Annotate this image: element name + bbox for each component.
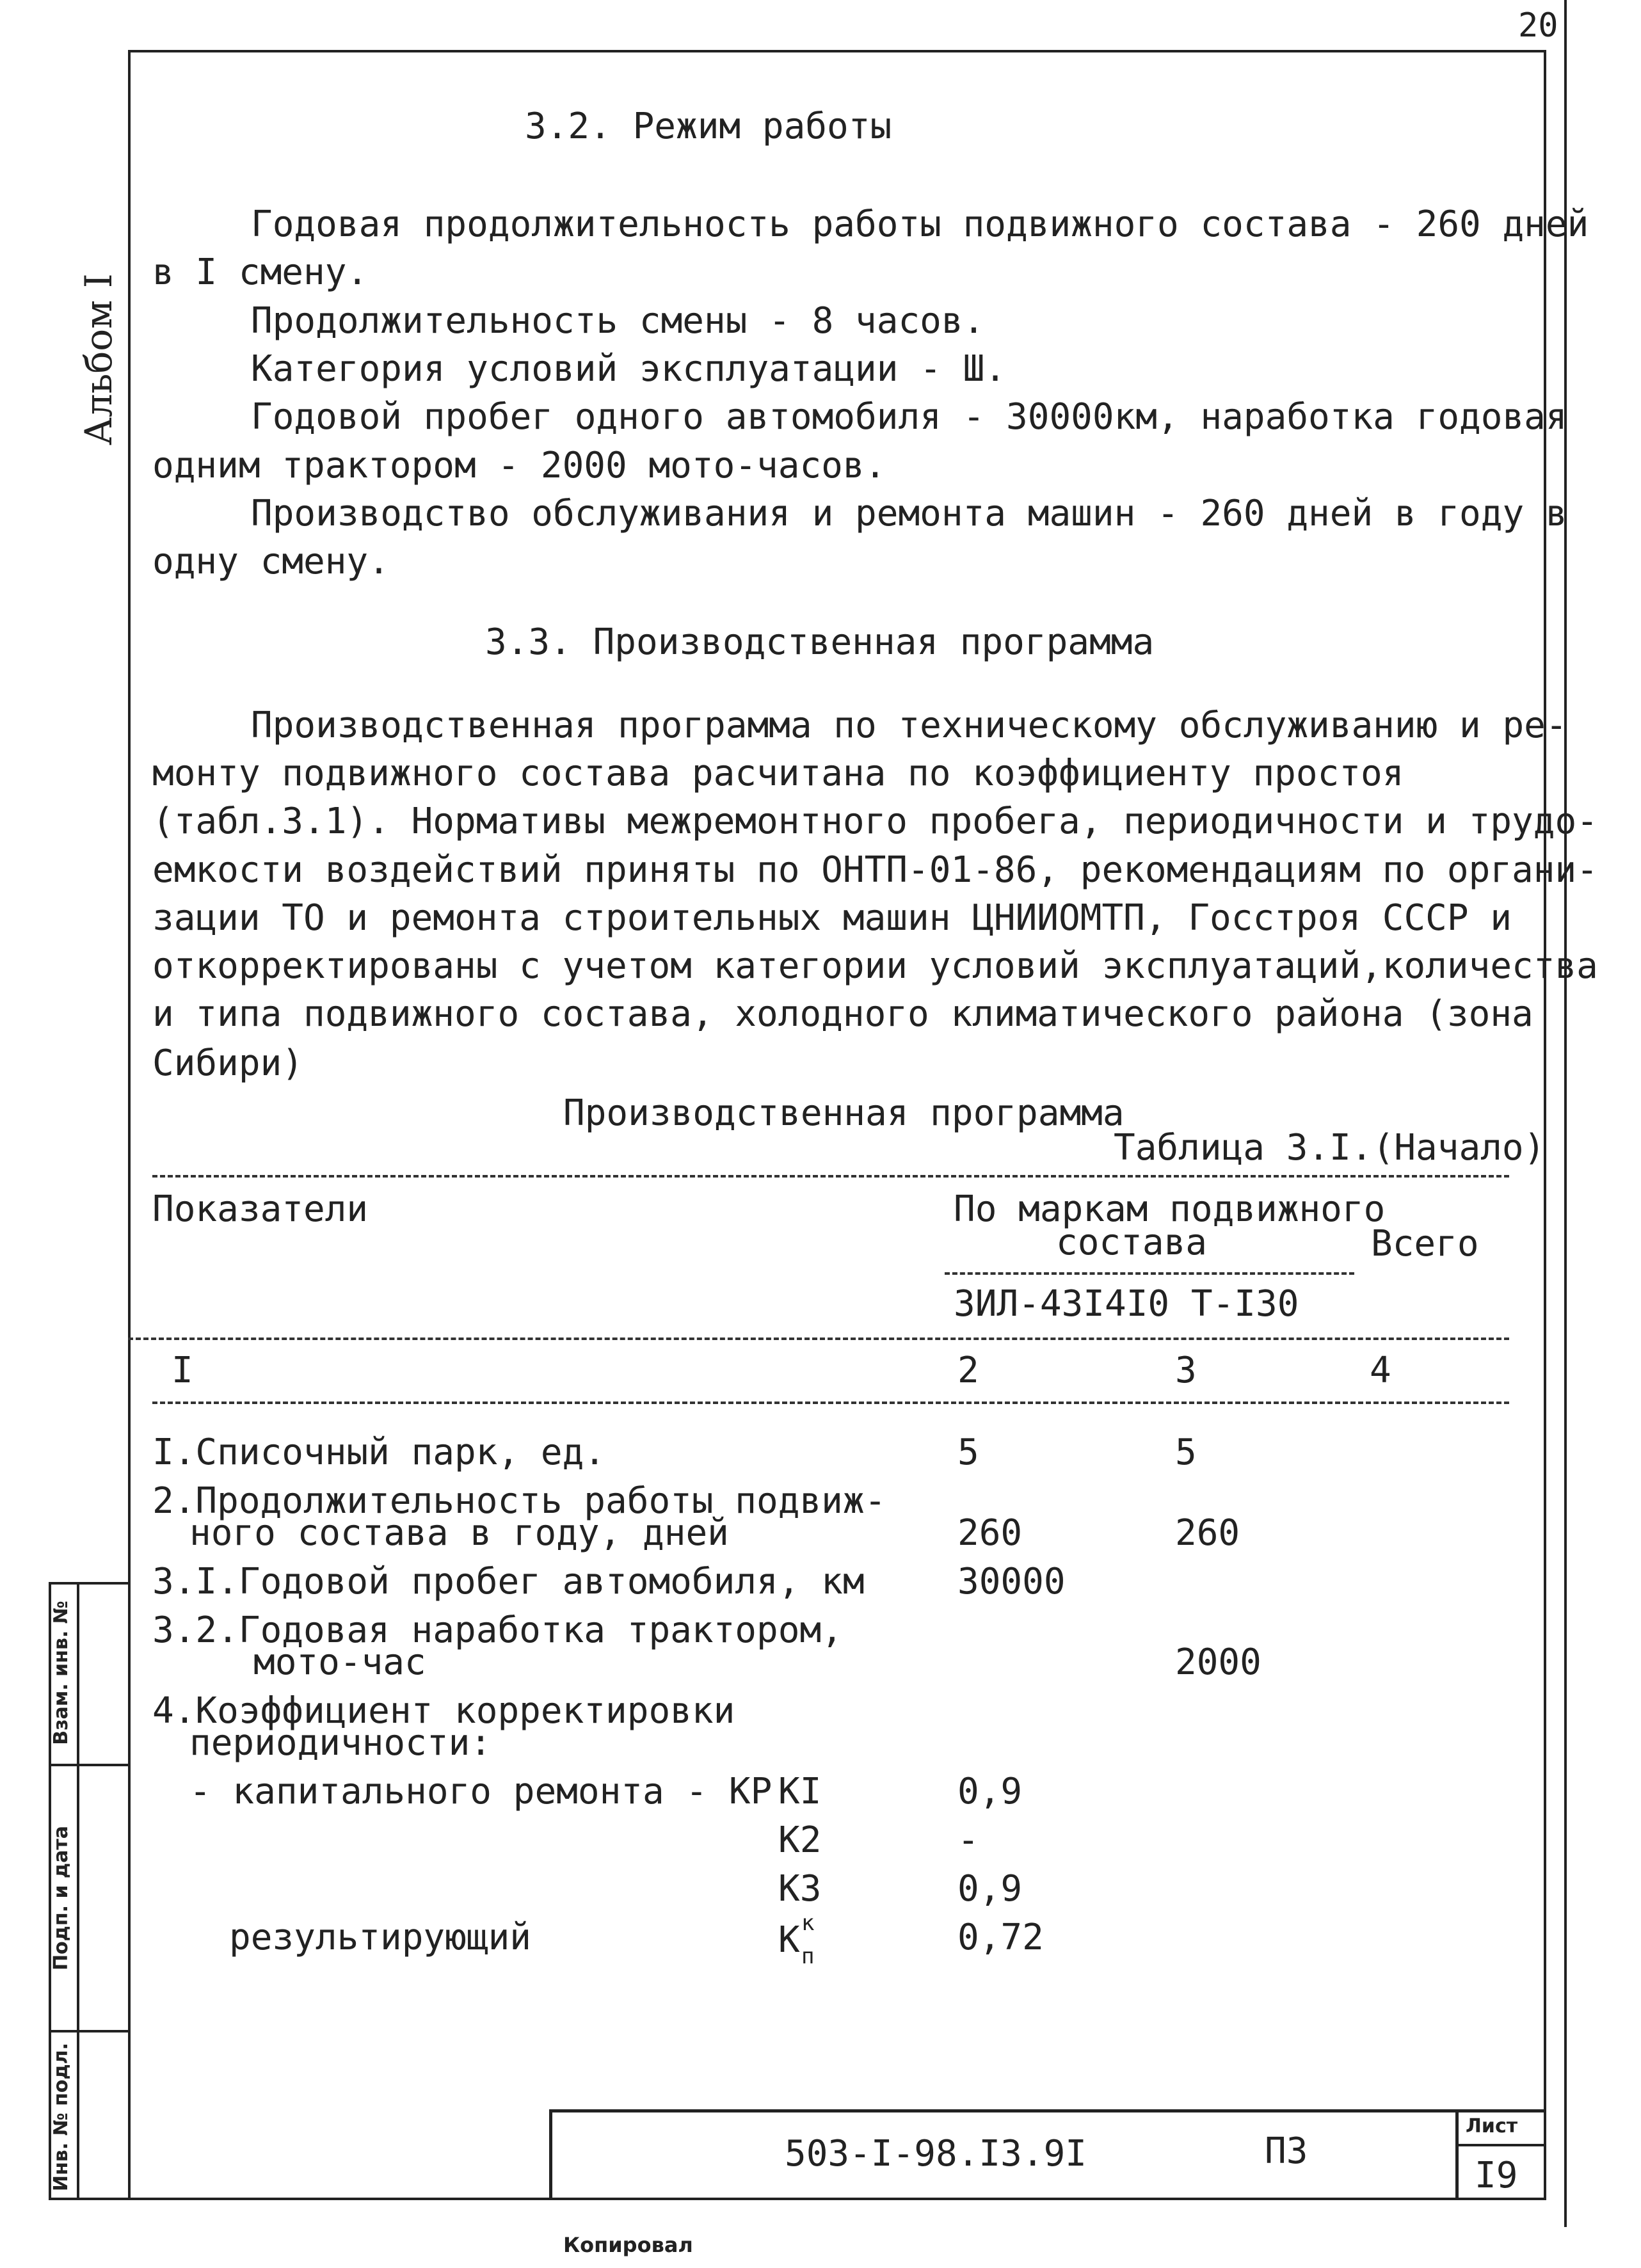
document-section: ПЗ (1265, 2130, 1308, 2172)
coeff-kr-symbol: К (778, 1919, 800, 1961)
row-label: 2.Продолжительность работы подвиж- (152, 1480, 886, 1522)
col-number: 4 (1370, 1350, 1391, 1391)
section-32-line: Продолжительность смены - 8 часов. (251, 300, 985, 342)
row-label-cont: мото-час (253, 1641, 426, 1683)
section-33-line: зации ТО и ремонта строительных машин ЦНИИОМТП, Госстроя СССР и (152, 897, 1512, 939)
coeff-k2-value: - (957, 1819, 979, 1861)
header-brands: ЗИЛ-43I4I0 Т-I30 (954, 1283, 1299, 1325)
section-32-line: одну смену. (152, 541, 390, 582)
row-label: 3.2.Годовая наработка трактором, (152, 1609, 843, 1651)
table-rule-middle (128, 1338, 1509, 1340)
row-value-zil: 260 (957, 1512, 1023, 1554)
row-label: 3.I.Годовой пробег автомобиля, км (152, 1561, 865, 1602)
section-32-line: Производство обслуживания и ремонта машин - 260 дней в году в (251, 493, 1567, 534)
section-32-line: в I смену. (152, 252, 369, 293)
section-32-line: Категория условий эксплуатации - Ш. (251, 348, 1007, 390)
margin-signature-date: Подп. и дата (50, 1825, 72, 1971)
section-33-line: и типа подвижного состава, холодного климатического района (зона (152, 993, 1533, 1035)
coeff-kr-superscript: к (801, 1910, 815, 1936)
header-indicators: Показатели (152, 1188, 369, 1230)
section-32-line: одним трактором - 2000 мото-часов. (152, 445, 886, 486)
table-title: Производственная программа (563, 1092, 1125, 1134)
section-33-line: Сибири) (152, 1042, 304, 1084)
row-value-t130: 5 (1175, 1432, 1197, 1473)
col-number: I (172, 1350, 193, 1391)
coeff-k3: К3 (778, 1868, 822, 1910)
col-number: 2 (957, 1350, 979, 1391)
coeff-k3-value: 0,9 (957, 1868, 1023, 1910)
section-32-heading: 3.2. Режим работы (525, 106, 892, 147)
section-33-line: емкости воздействий приняты по ОНТП-01-86, рекомендациям по органи- (152, 849, 1598, 891)
section-33-line: (табл.3.1). Нормативы межремонтного пробега, периодичности и трудо- (152, 801, 1598, 842)
col-number: 3 (1175, 1350, 1197, 1391)
row-label-cont: ного состава в году, дней (189, 1512, 729, 1554)
header-total: Всего (1371, 1223, 1479, 1265)
document-code: 503-I-98.I3.9I (785, 2133, 1087, 2175)
coeff-kr-subscript: п (801, 1944, 815, 1969)
table-caption: Таблица 3.I.(Начало) (1114, 1127, 1546, 1169)
row-value-zil: 30000 (957, 1561, 1066, 1602)
row-label: 4.Коэффициент корректировки (152, 1690, 735, 1732)
margin-inv-original: Инв. № подл. (50, 2042, 72, 2192)
table-rule-top (152, 1175, 1509, 1178)
row-value-zil: 5 (957, 1432, 979, 1473)
page-number-top: 20 (1518, 6, 1558, 45)
row-value-t130: 2000 (1175, 1641, 1261, 1683)
sheet-number: I9 (1475, 2155, 1518, 2196)
margin-replacement-inv: Взам. инв. № (50, 1601, 72, 1745)
copied-label: Копировал (563, 2233, 693, 2257)
row-label: I.Списочный парк, ед. (152, 1432, 606, 1473)
section-33-line: монту подвижного состава расчитана по коэффициенту простоя (152, 753, 1404, 794)
row-value-t130: 260 (1175, 1512, 1240, 1554)
header-group-rule (945, 1272, 1354, 1275)
margin-stamp-divider (49, 1764, 131, 1766)
header-group-line2: состава (1056, 1222, 1208, 1263)
sheet-box-divider (1455, 2144, 1546, 2146)
row-label-cont: периодичности: (189, 1722, 492, 1764)
margin-stamp-divider (77, 1582, 79, 2200)
section-33-line: откорректированы с учетом категории условий эксплуатаций,количества (152, 945, 1598, 987)
section-33-line: Производственная программа по техническому обслуживанию и ре- (251, 705, 1567, 746)
section-32-line: Годовая продолжительность работы подвижного состава - 260 дней (251, 204, 1589, 245)
album-label: Альбом I (77, 273, 120, 445)
coeff-k2: К2 (778, 1819, 822, 1861)
table-rule-below-numbers (152, 1402, 1509, 1404)
sheet-label: Лист (1466, 2115, 1518, 2137)
margin-stamp-divider (49, 2030, 131, 2032)
coeff-k1-value: 0,9 (957, 1771, 1023, 1812)
right-edge-line (1564, 0, 1567, 2227)
coeff-kr-value: 0,72 (957, 1917, 1044, 1958)
section-33-heading: 3.3. Производственная программа (485, 621, 1155, 663)
coeff-result-label: результирующий (229, 1917, 532, 1958)
section-32-line: Годовой пробег одного автомобиля - 30000км, наработка годовая (251, 396, 1567, 438)
coeff-kr-label: - капитального ремонта - КР (189, 1771, 772, 1812)
coeff-k1: КI (778, 1771, 822, 1812)
header-group-line1: По маркам подвижного (954, 1188, 1386, 1230)
